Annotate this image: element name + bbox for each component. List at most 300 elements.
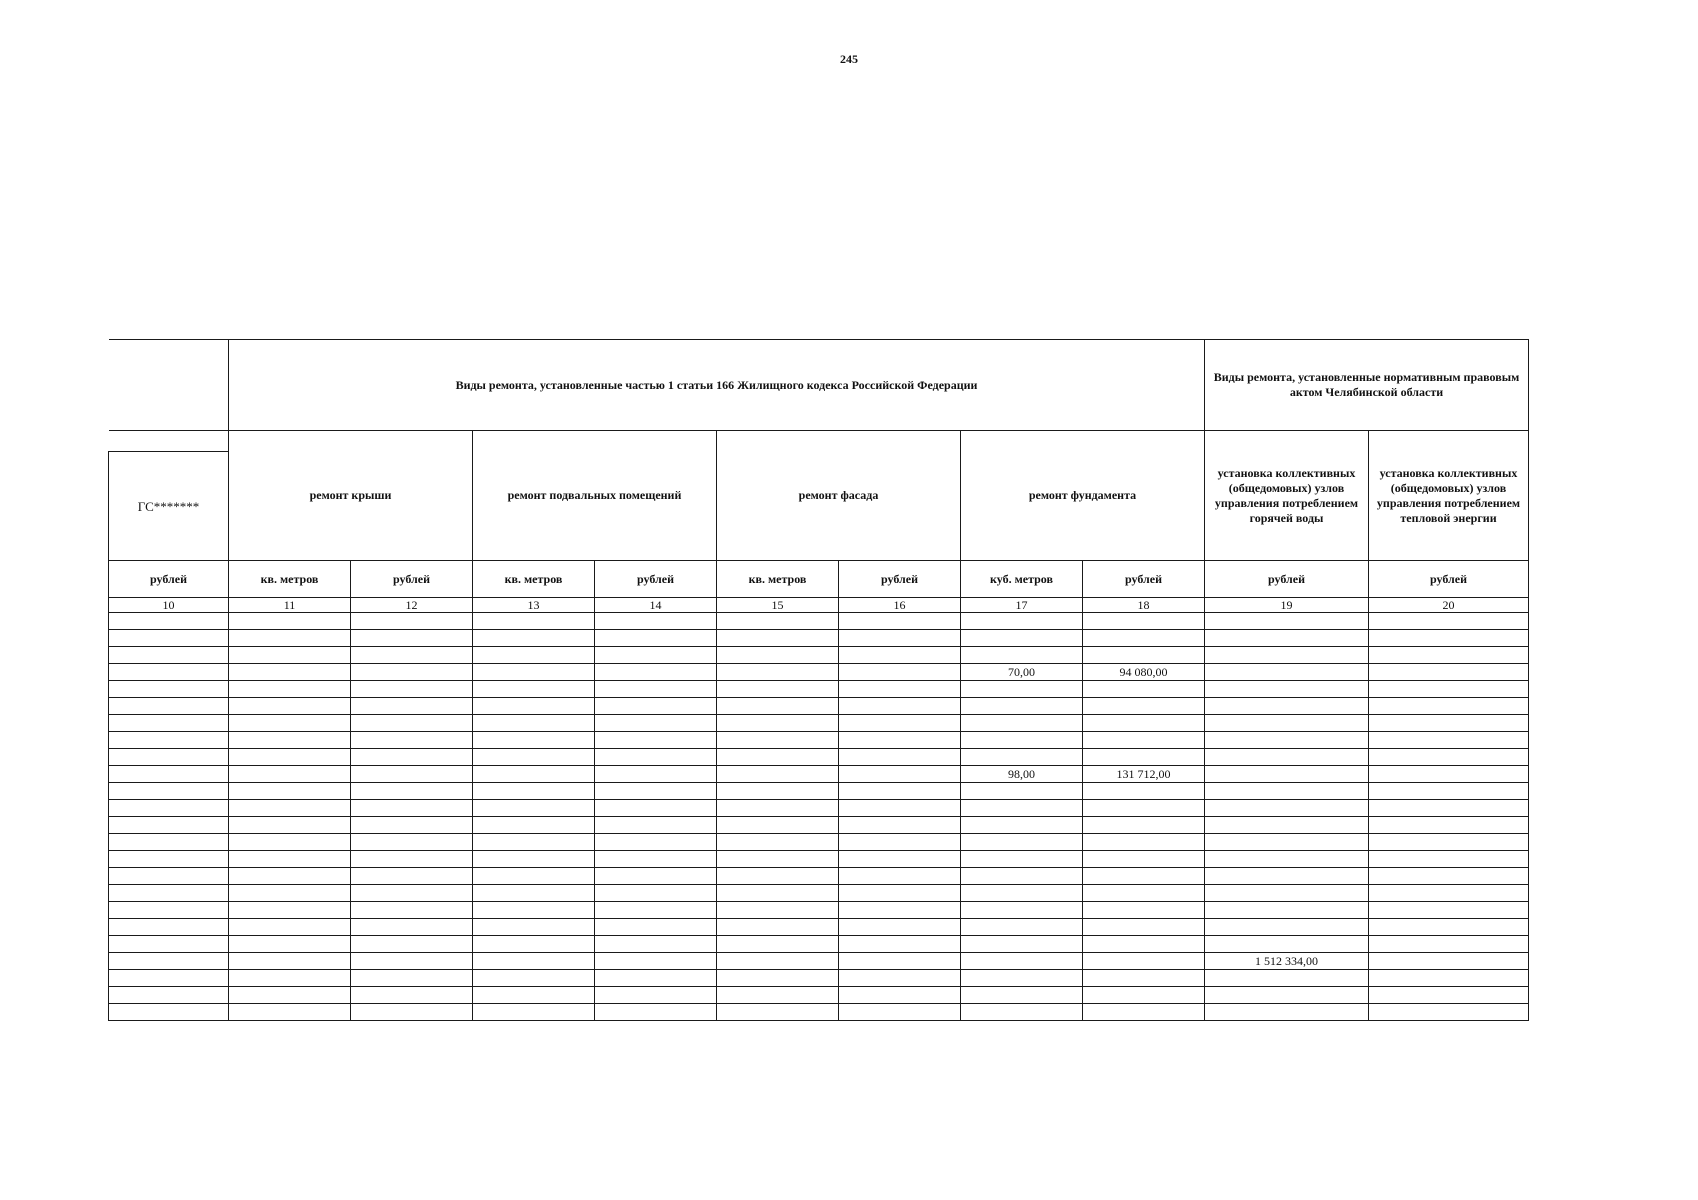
table-cell: [229, 681, 351, 698]
table-cell: [1205, 851, 1369, 868]
table-cell: [1369, 936, 1529, 953]
table-cell: [1369, 800, 1529, 817]
table-cell: [717, 987, 839, 1004]
column-number-cell: 19: [1205, 598, 1369, 613]
table-cell: [1083, 681, 1205, 698]
table-cell: [473, 647, 595, 664]
table-cell: [473, 987, 595, 1004]
column-number-cell: 10: [109, 598, 229, 613]
table-cell: [1205, 970, 1369, 987]
table-cell: [229, 1004, 351, 1021]
table-row: [109, 885, 1529, 902]
table-cell: 94 080,00: [1083, 664, 1205, 681]
table-cell: [961, 1004, 1083, 1021]
table-cell: [961, 732, 1083, 749]
table-cell: [473, 732, 595, 749]
column-number-cell: 17: [961, 598, 1083, 613]
table-cell: [229, 715, 351, 732]
table-cell: [1369, 698, 1529, 715]
table-cell: [717, 715, 839, 732]
table-row: [109, 919, 1529, 936]
table-cell: [351, 953, 473, 970]
table-cell: 1 512 334,00: [1205, 953, 1369, 970]
column-number-cell: 15: [717, 598, 839, 613]
table-cell: [961, 885, 1083, 902]
table-cell: [109, 698, 229, 715]
table-cell: [229, 885, 351, 902]
table-cell: [229, 698, 351, 715]
table-cell: [351, 936, 473, 953]
table-cell: [1205, 936, 1369, 953]
table-cell: [229, 766, 351, 783]
table-cell: [1083, 749, 1205, 766]
table-cell: [717, 1004, 839, 1021]
header-spacer-row: [109, 431, 1529, 452]
table-cell: [351, 647, 473, 664]
column-number-cell: 14: [595, 598, 717, 613]
table-cell: [1369, 613, 1529, 630]
spacer-gs-cell: [109, 431, 229, 452]
table-cell: [473, 817, 595, 834]
header-federal-group: Виды ремонта, установленные частью 1 статьи 166 Жилищного кодекса Российской Федерации: [229, 340, 1205, 431]
table-cell: [473, 885, 595, 902]
header-heat: установка коллективных (общедомовых) узлов управления потреблением тепловой энергии: [1369, 431, 1529, 561]
table-cell: [229, 630, 351, 647]
table-cell: [839, 834, 961, 851]
table-cell: [351, 783, 473, 800]
table-cell: [839, 766, 961, 783]
table-cell: [595, 834, 717, 851]
table-cell: [1369, 732, 1529, 749]
table-cell: [1205, 647, 1369, 664]
table-cell: [109, 681, 229, 698]
table-cell: [109, 613, 229, 630]
table-cell: [229, 902, 351, 919]
table-cell: [1369, 902, 1529, 919]
table-row: [109, 800, 1529, 817]
table-row: [109, 970, 1529, 987]
table-cell: [961, 715, 1083, 732]
table-row: [109, 783, 1529, 800]
table-cell: [595, 630, 717, 647]
table-cell: [717, 834, 839, 851]
table-cell: [1369, 681, 1529, 698]
table-cell: [839, 936, 961, 953]
table-cell: [473, 613, 595, 630]
table-cell: [839, 664, 961, 681]
repair-types-table: [108, 339, 1529, 1021]
table-cell: [229, 800, 351, 817]
table-cell: [1205, 664, 1369, 681]
table-cell: [1205, 919, 1369, 936]
table-cell: [351, 1004, 473, 1021]
table-cell: [961, 953, 1083, 970]
table-cell: [109, 732, 229, 749]
table-cell: [1205, 766, 1369, 783]
table-cell: [961, 817, 1083, 834]
table-cell: [473, 800, 595, 817]
table-cell: [1083, 817, 1205, 834]
table-cell: [961, 851, 1083, 868]
table-cell: [109, 664, 229, 681]
table-cell: [473, 681, 595, 698]
table-cell: [229, 834, 351, 851]
header-group-row: [109, 340, 1529, 431]
table-cell: [351, 766, 473, 783]
unit-cell: рублей: [109, 561, 229, 598]
table-cell: [839, 800, 961, 817]
table-cell: [1083, 630, 1205, 647]
table-cell: [351, 630, 473, 647]
table-cell: [1083, 613, 1205, 630]
table-cell: [229, 919, 351, 936]
table-cell: [1369, 766, 1529, 783]
page-number: 245: [840, 52, 858, 66]
table-cell: [595, 919, 717, 936]
table-cell: [717, 613, 839, 630]
table-cell: [351, 834, 473, 851]
table-cell: [717, 800, 839, 817]
table-cell: [229, 783, 351, 800]
table-cell: [229, 817, 351, 834]
table-cell: [229, 749, 351, 766]
table-cell: [351, 868, 473, 885]
unit-cell: кв. метров: [473, 561, 595, 598]
table-row: [109, 766, 1529, 783]
table-cell: [961, 630, 1083, 647]
table-cell: [839, 1004, 961, 1021]
table-cell: [839, 953, 961, 970]
table-cell: [961, 902, 1083, 919]
table-row: [109, 698, 1529, 715]
column-number-cell: 20: [1369, 598, 1529, 613]
table-row: [109, 664, 1529, 681]
table-cell: [595, 613, 717, 630]
unit-cell: рублей: [839, 561, 961, 598]
table-cell: [717, 783, 839, 800]
table-cell: [1369, 749, 1529, 766]
table-cell: [961, 987, 1083, 1004]
table-cell: [961, 868, 1083, 885]
table-cell: [1205, 885, 1369, 902]
table-cell: [1205, 698, 1369, 715]
table-cell: [351, 681, 473, 698]
table-cell: [961, 613, 1083, 630]
table-row: [109, 630, 1529, 647]
table-cell: [595, 1004, 717, 1021]
table-cell: [1369, 664, 1529, 681]
unit-cell: куб. метров: [961, 561, 1083, 598]
table-cell: [473, 834, 595, 851]
table-cell: [109, 902, 229, 919]
table-cell: [351, 613, 473, 630]
table-cell: 131 712,00: [1083, 766, 1205, 783]
table-cell: [717, 936, 839, 953]
table-row: [109, 715, 1529, 732]
table-cell: [839, 970, 961, 987]
column-number-row: [109, 598, 1529, 613]
table-row: [109, 953, 1529, 970]
table-cell: [1369, 885, 1529, 902]
table-cell: [839, 630, 961, 647]
table-cell: [1205, 732, 1369, 749]
table-cell: [473, 749, 595, 766]
table-cell: [1083, 698, 1205, 715]
unit-cell: рублей: [1205, 561, 1369, 598]
table-cell: [351, 851, 473, 868]
table-cell: [595, 953, 717, 970]
table-cell: [473, 868, 595, 885]
table-cell: [473, 664, 595, 681]
table-cell: [109, 851, 229, 868]
table-cell: [1369, 970, 1529, 987]
table-cell: [961, 647, 1083, 664]
table-cell: [351, 970, 473, 987]
table-cell: [1369, 630, 1529, 647]
table-cell: [109, 936, 229, 953]
table-cell: [351, 885, 473, 902]
header-basement: ремонт подвальных помещений: [473, 431, 717, 561]
table-cell: [595, 817, 717, 834]
table-cell: [229, 970, 351, 987]
table-cell: [1083, 851, 1205, 868]
table-row: [109, 936, 1529, 953]
table-cell: [839, 698, 961, 715]
table-cell: [717, 664, 839, 681]
table-cell: [1083, 970, 1205, 987]
table-cell: 98,00: [961, 766, 1083, 783]
table-cell: [229, 664, 351, 681]
table-cell: [595, 766, 717, 783]
table-cell: [717, 732, 839, 749]
column-number-cell: 16: [839, 598, 961, 613]
column-number-cell: 18: [1083, 598, 1205, 613]
table-cell: [109, 868, 229, 885]
table-cell: [1369, 1004, 1529, 1021]
table-cell: [351, 800, 473, 817]
table-cell: [229, 851, 351, 868]
table-cell: [351, 987, 473, 1004]
table-cell: [473, 902, 595, 919]
table-cell: [961, 970, 1083, 987]
table-cell: [595, 970, 717, 987]
table-cell: [1205, 987, 1369, 1004]
column-number-cell: 11: [229, 598, 351, 613]
table-cell: [961, 800, 1083, 817]
table-cell: [1083, 987, 1205, 1004]
table-cell: [473, 953, 595, 970]
table-cell: [1369, 987, 1529, 1004]
table-row: [109, 613, 1529, 630]
table-cell: [473, 936, 595, 953]
table-cell: [961, 698, 1083, 715]
table-cell: [109, 715, 229, 732]
table-cell: [1369, 851, 1529, 868]
table-cell: [1205, 681, 1369, 698]
table-cell: [1205, 902, 1369, 919]
table-cell: [1369, 868, 1529, 885]
table-cell: [839, 987, 961, 1004]
table-row: [109, 749, 1529, 766]
table-cell: [473, 851, 595, 868]
table-cell: [1083, 902, 1205, 919]
column-number-cell: 13: [473, 598, 595, 613]
unit-cell: рублей: [595, 561, 717, 598]
table-cell: [717, 953, 839, 970]
table-cell: [595, 749, 717, 766]
table-cell: [351, 715, 473, 732]
table-cell: [1205, 834, 1369, 851]
table-cell: [1205, 749, 1369, 766]
unit-cell: рублей: [1083, 561, 1205, 598]
table-cell: [109, 834, 229, 851]
table-cell: [109, 885, 229, 902]
table-cell: [473, 919, 595, 936]
table-cell: [717, 970, 839, 987]
unit-cell: кв. метров: [229, 561, 351, 598]
table-cell: [1205, 800, 1369, 817]
table-cell: [595, 902, 717, 919]
table-cell: [839, 902, 961, 919]
table-cell: [717, 681, 839, 698]
table-cell: [595, 783, 717, 800]
table-cell: [961, 936, 1083, 953]
table-cell: [717, 885, 839, 902]
table-row: [109, 681, 1529, 698]
unit-cell: рублей: [1369, 561, 1529, 598]
repair-types-table-container: [108, 339, 1528, 1021]
table-cell: [351, 664, 473, 681]
table-cell: [839, 732, 961, 749]
table-cell: [109, 630, 229, 647]
table-cell: [473, 783, 595, 800]
table-cell: [839, 749, 961, 766]
table-row: [109, 868, 1529, 885]
table-cell: [473, 630, 595, 647]
table-row: [109, 851, 1529, 868]
table-cell: [595, 851, 717, 868]
table-row: [109, 1004, 1529, 1021]
table-cell: [1083, 936, 1205, 953]
table-cell: [1205, 613, 1369, 630]
table-cell: [229, 613, 351, 630]
table-cell: [1083, 1004, 1205, 1021]
header-hot-water: установка коллективных (общедомовых) узлов управления потреблением горячей воды: [1205, 431, 1369, 561]
table-cell: [473, 1004, 595, 1021]
table-cell: [109, 953, 229, 970]
table-cell: [839, 885, 961, 902]
table-cell: [961, 749, 1083, 766]
table-cell: [1369, 715, 1529, 732]
table-cell: [717, 698, 839, 715]
table-row: [109, 647, 1529, 664]
table-cell: [839, 613, 961, 630]
table-cell: [1369, 647, 1529, 664]
table-cell: [109, 749, 229, 766]
table-cell: [1083, 783, 1205, 800]
table-cell: [1369, 834, 1529, 851]
header-foundation: ремонт фундамента: [961, 431, 1205, 561]
table-cell: [473, 766, 595, 783]
table-cell: [229, 953, 351, 970]
table-cell: [109, 970, 229, 987]
table-cell: [109, 817, 229, 834]
table-cell: [839, 919, 961, 936]
table-row: [109, 902, 1529, 919]
table-cell: [1083, 732, 1205, 749]
table-cell: [717, 766, 839, 783]
table-cell: [595, 987, 717, 1004]
table-cell: [839, 783, 961, 800]
table-cell: [961, 919, 1083, 936]
table-cell: [595, 698, 717, 715]
table-cell: [1369, 817, 1529, 834]
table-cell: [595, 800, 717, 817]
table-cell: [839, 647, 961, 664]
table-cell: [1205, 783, 1369, 800]
table-cell: [839, 851, 961, 868]
table-cell: [109, 919, 229, 936]
table-cell: [351, 817, 473, 834]
table-cell: [717, 919, 839, 936]
table-cell: [1083, 919, 1205, 936]
table-cell: [229, 936, 351, 953]
table-cell: [229, 987, 351, 1004]
unit-cell: кв. метров: [717, 561, 839, 598]
table-cell: [717, 817, 839, 834]
table-cell: [109, 766, 229, 783]
table-cell: [109, 987, 229, 1004]
table-cell: [1083, 715, 1205, 732]
table-cell: [351, 698, 473, 715]
table-cell: [473, 715, 595, 732]
table-cell: [717, 630, 839, 647]
table-cell: [839, 817, 961, 834]
table-cell: [839, 715, 961, 732]
table-cell: [351, 919, 473, 936]
table-cell: [717, 902, 839, 919]
table-cell: [229, 647, 351, 664]
table-row: [109, 987, 1529, 1004]
header-facade: ремонт фасада: [717, 431, 961, 561]
table-cell: [109, 1004, 229, 1021]
table-cell: [109, 647, 229, 664]
table-cell: [229, 868, 351, 885]
table-cell: [1205, 868, 1369, 885]
table-row: [109, 732, 1529, 749]
table-cell: [109, 783, 229, 800]
table-cell: [595, 647, 717, 664]
table-cell: [595, 681, 717, 698]
table-cell: [229, 732, 351, 749]
table-cell: [595, 664, 717, 681]
table-cell: [595, 732, 717, 749]
table-cell: [1083, 953, 1205, 970]
table-cell: [1369, 783, 1529, 800]
table-cell: [717, 851, 839, 868]
table-cell: [1083, 834, 1205, 851]
header-gs: ГС*******: [109, 452, 229, 561]
table-cell: [473, 970, 595, 987]
table-cell: [839, 681, 961, 698]
header-regional-group: Виды ремонта, установленные нормативным правовым актом Челябинской области: [1205, 340, 1529, 431]
table-cell: [351, 732, 473, 749]
column-number-cell: 12: [351, 598, 473, 613]
table-cell: [351, 902, 473, 919]
table-cell: [473, 698, 595, 715]
table-row: [109, 834, 1529, 851]
table-cell: [839, 868, 961, 885]
